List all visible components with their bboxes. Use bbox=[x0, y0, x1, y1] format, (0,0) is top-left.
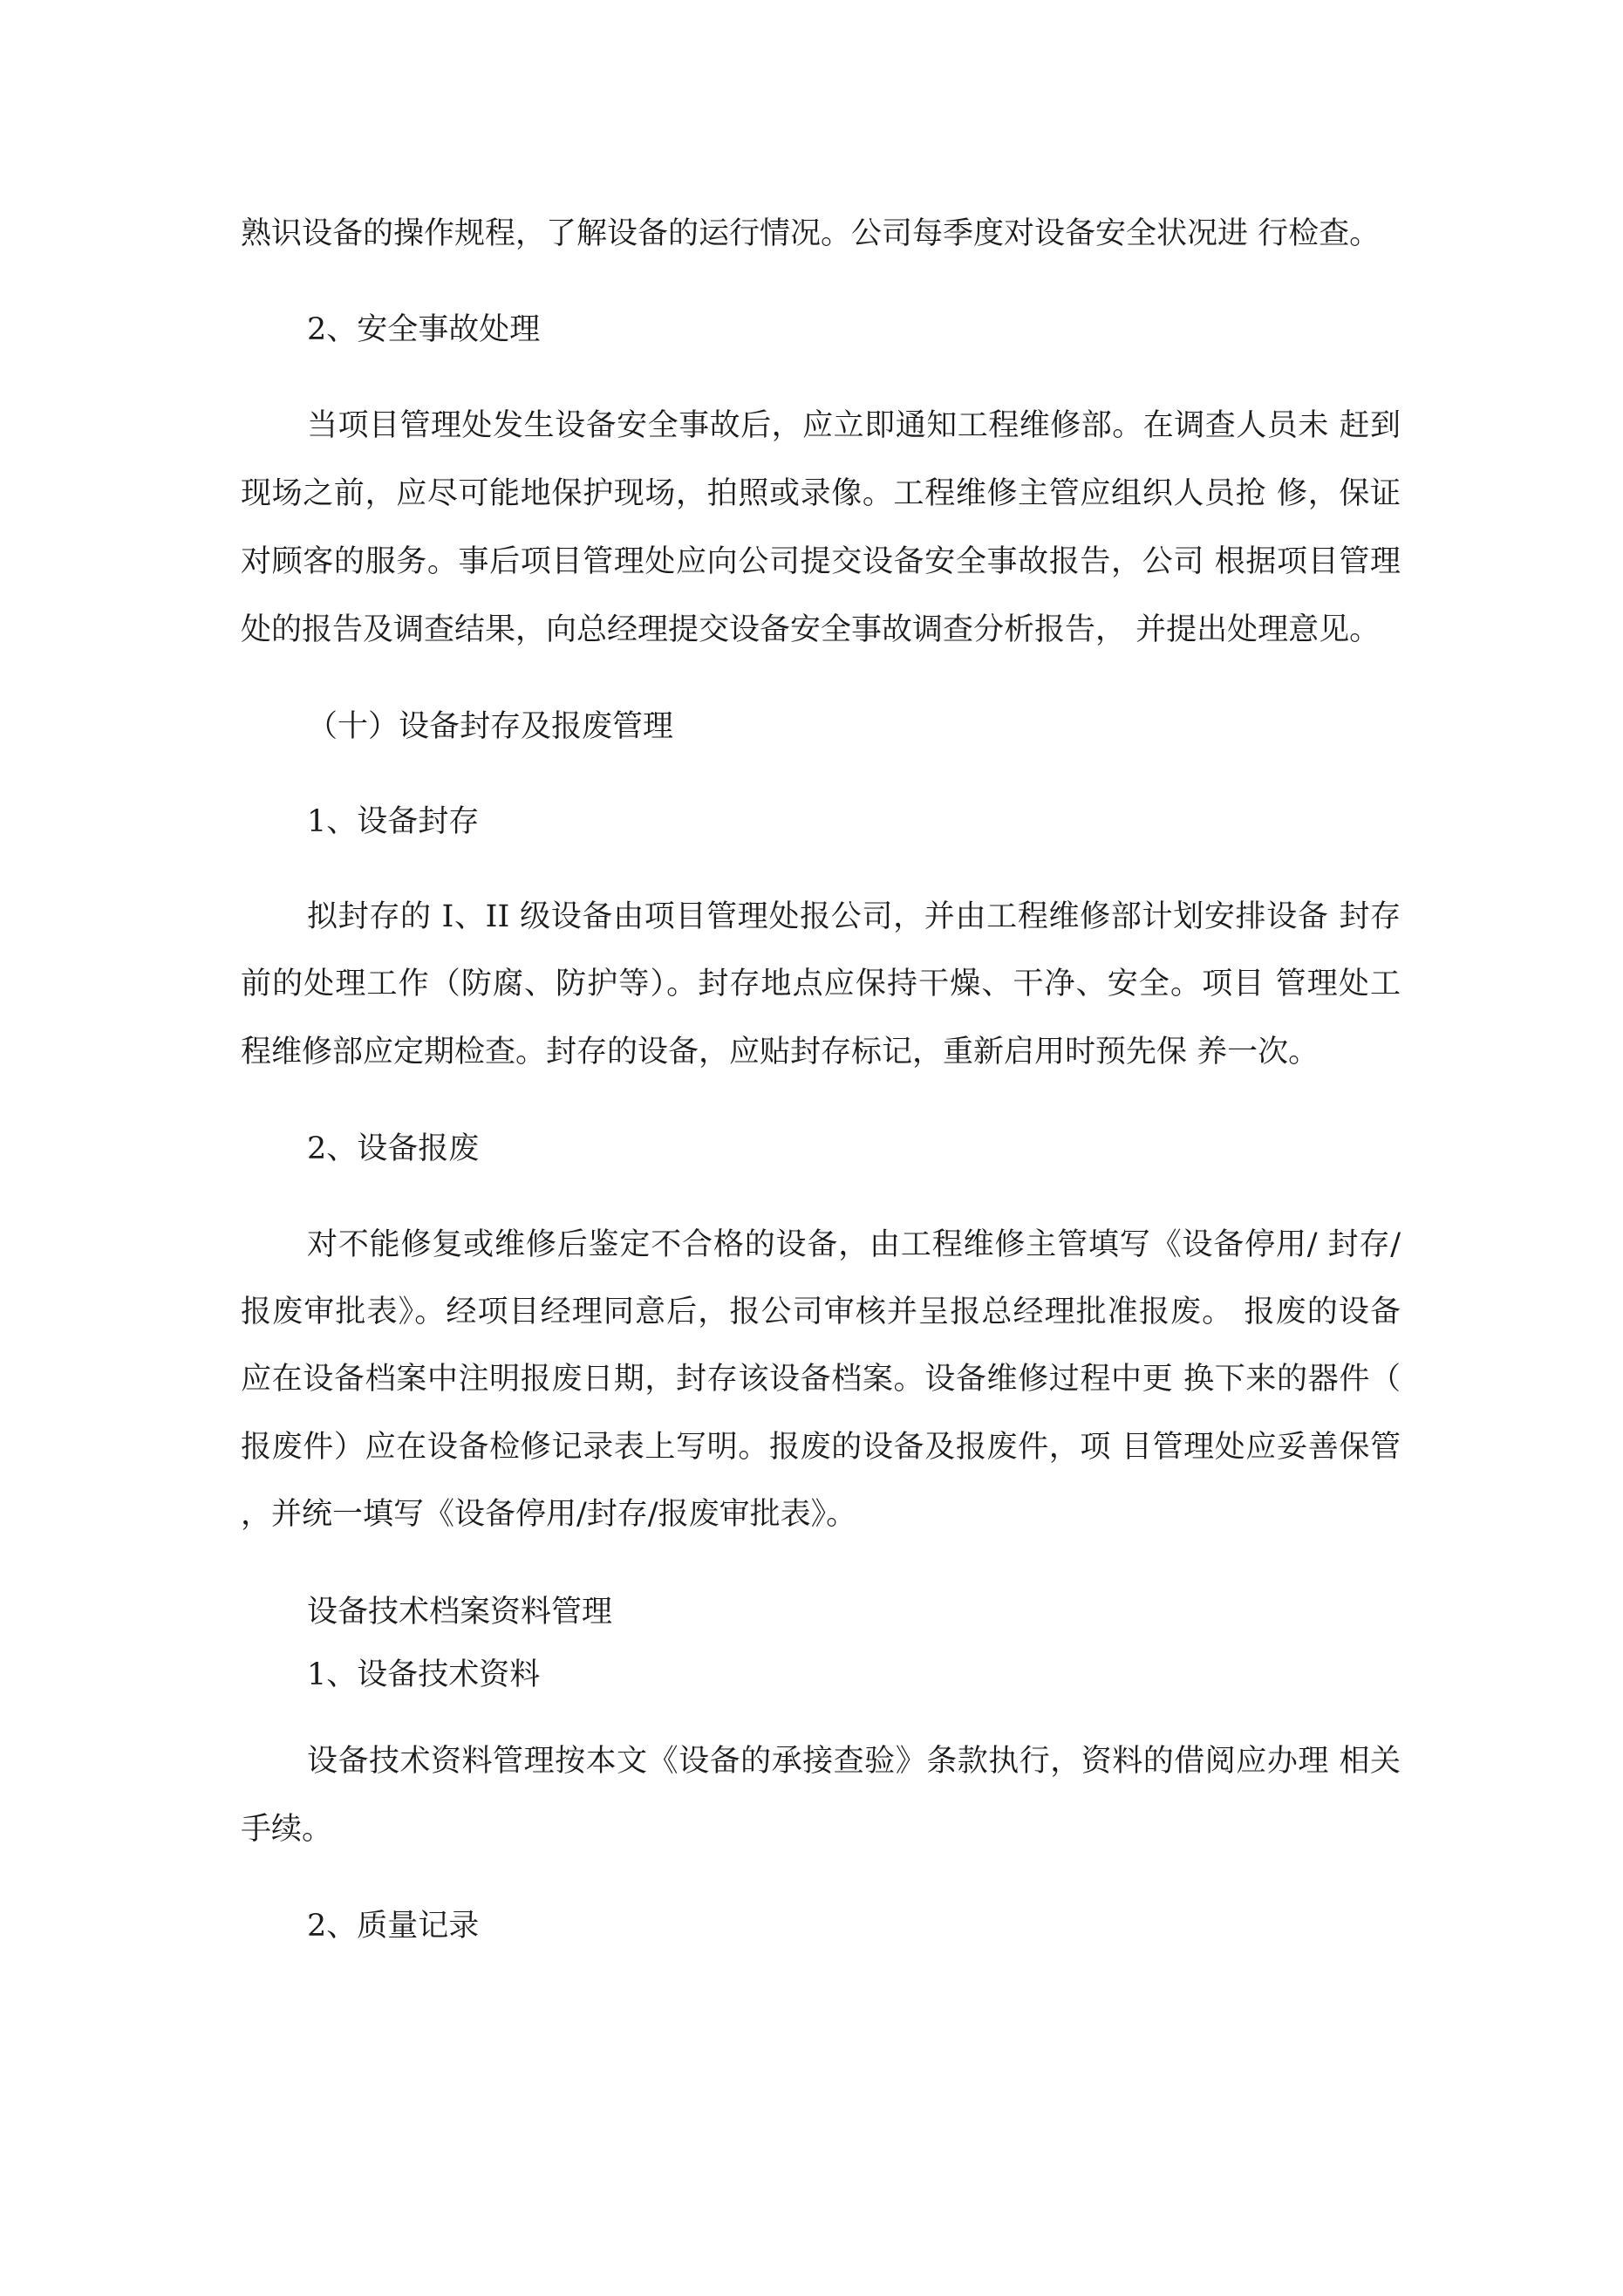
paragraph-line: ，并统一填写《设备停用/封存/报废审批表》。 bbox=[241, 1497, 857, 1532]
heading-equipment-sealing: 1、设备封存 bbox=[307, 804, 480, 839]
paragraph-line: 现场之前，应尽可能地保护现场，拍照或录像。工程维修主管应组织人员抢 修，保证 bbox=[241, 476, 1401, 511]
paragraph-line: 熟识设备的操作规程，了解设备的运行情况。公司每季度对设备安全状况进 行检查。 bbox=[241, 216, 1381, 251]
paragraph-line: 对不能修复或维修后鉴定不合格的设备，由工程维修主管填写《设备停用/ 封存/ bbox=[307, 1227, 1401, 1262]
paragraph-line: 前的处理工作（防腐、防护等）。封存地点应保持干燥、干净、安全。项目 管理处工 bbox=[241, 967, 1401, 1001]
paragraph-line: 拟封存的 I、II 级设备由项目管理处报公司，并由工程维修部计划安排设备 封存 bbox=[307, 899, 1401, 934]
heading-technical-data: 1、设备技术资料 bbox=[307, 1657, 541, 1692]
heading-quality-records: 2、质量记录 bbox=[307, 1909, 480, 1944]
heading-section-10: （十）设备封存及报废管理 bbox=[307, 709, 674, 744]
heading-technical-archive: 设备技术档案资料管理 bbox=[307, 1595, 613, 1630]
paragraph-line: 应在设备档案中注明报废日期，封存该设备档案。设备维修过程中更 换下来的器件（ bbox=[241, 1362, 1401, 1397]
paragraph-line: 报废审批表》。经项目经理同意后，报公司审核并呈报总经理批准报废。 报废的设备 bbox=[241, 1295, 1401, 1329]
paragraph-line: 当项目管理处发生设备安全事故后，应立即通知工程维修部。在调查人员未 赶到 bbox=[307, 408, 1401, 443]
paragraph-line: 报废件）应在设备检修记录表上写明。报废的设备及报废件，项 目管理处应妥善保管 bbox=[241, 1430, 1401, 1465]
paragraph-line: 程维修部应定期检查。封存的设备，应贴封存标记，重新启用时预先保 养一次。 bbox=[241, 1035, 1320, 1069]
paragraph-line: 对顾客的服务。事后项目管理处应向公司提交设备安全事故报告，公司 根据项目管理 bbox=[241, 544, 1401, 579]
heading-safety-accident-handling: 2、安全事故处理 bbox=[307, 312, 541, 347]
heading-equipment-scrapping: 2、设备报废 bbox=[307, 1131, 480, 1166]
paragraph-line: 手续。 bbox=[241, 1812, 333, 1847]
paragraph-line: 设备技术资料管理按本文《设备的承接查验》条款执行，资料的借阅应办理 相关 bbox=[307, 1744, 1401, 1779]
paragraph-line: 处的报告及调查结果，向总经理提交设备安全事故调查分析报告， 并提出处理意见。 bbox=[241, 612, 1381, 647]
